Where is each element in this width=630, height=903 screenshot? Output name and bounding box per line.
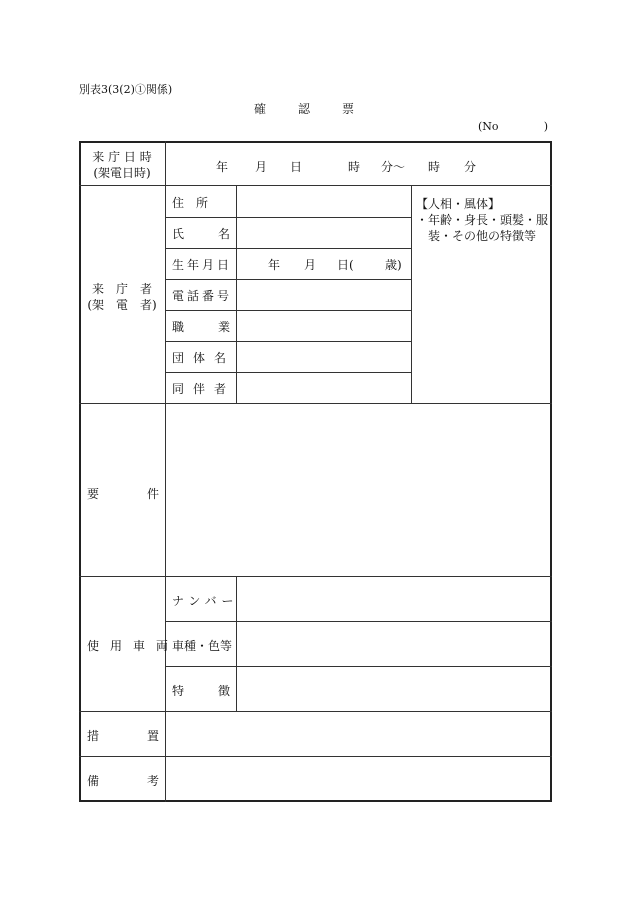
form-title: 確認票 (254, 102, 387, 116)
caller-label: (架 電 者) (87, 298, 157, 312)
year-unit: 年 (216, 160, 229, 174)
remarks-field[interactable] (166, 757, 551, 801)
phone-label: 電話番号 (172, 289, 233, 303)
phone-field[interactable] (237, 280, 410, 309)
occupation-label: 職 業 (172, 320, 230, 334)
appearance-title: 【人相・風体】 (416, 197, 501, 211)
vehicle-type-field[interactable] (237, 622, 551, 665)
column-divider (411, 185, 412, 403)
measures-field[interactable] (166, 712, 551, 755)
appearance-hint-line1: ・年齢・身長・頭髪・服 (416, 213, 549, 227)
form-number (478, 120, 548, 133)
minute-to-unit: 分 (464, 160, 477, 174)
hour-to-unit: 時 (428, 160, 441, 174)
vehicle-label: 使用車両 (87, 639, 180, 653)
address-label: 住 所 (172, 196, 209, 210)
vehicle-number-field[interactable] (237, 577, 551, 620)
vehicle-type-label: 車種・色等 (172, 639, 233, 653)
birthdate-label: 生年月日 (172, 258, 233, 272)
form-number-close: ) (543, 120, 548, 133)
vehicle-number-label: ナンバー (172, 594, 239, 608)
form-number-label: (No (478, 120, 499, 133)
companion-field[interactable] (237, 373, 410, 402)
minute-from-unit: 分〜 (381, 160, 406, 174)
birth-day-unit: 日( (337, 258, 354, 272)
occupation-field[interactable] (237, 311, 410, 340)
measures-label: 措 置 (87, 729, 159, 743)
month-unit: 月 (255, 160, 268, 174)
visit-datetime-label: 来 庁 日 時 (92, 150, 152, 164)
matter-label: 要 件 (87, 487, 159, 501)
birth-year-unit: 年 (268, 258, 281, 272)
birth-month-unit: 月 (304, 258, 317, 272)
call-datetime-label: (架電日時) (93, 166, 151, 180)
vehicle-features-field[interactable] (237, 667, 551, 710)
matter-field[interactable] (166, 404, 551, 575)
name-field[interactable] (237, 218, 410, 247)
visitor-label: 来 庁 者 (91, 282, 152, 296)
remarks-label: 備 考 (87, 774, 159, 788)
appearance-notes[interactable] (416, 196, 548, 244)
name-label: 氏 名 (172, 227, 230, 241)
appearance-hint-line2: 装・その他の特徴等 (428, 229, 537, 243)
address-field[interactable] (237, 186, 410, 216)
birthdate-field[interactable] (237, 249, 410, 278)
organization-label: 団体名 (172, 351, 236, 365)
day-unit: 日 (290, 160, 303, 174)
hour-unit: 時 (348, 160, 361, 174)
form-reference: 別表3(3(2)①関係) (79, 83, 173, 96)
organization-field[interactable] (237, 342, 410, 371)
companion-label: 同伴者 (172, 382, 236, 396)
age-unit: 歳) (385, 258, 402, 272)
vehicle-features-label: 特 徴 (172, 684, 230, 698)
